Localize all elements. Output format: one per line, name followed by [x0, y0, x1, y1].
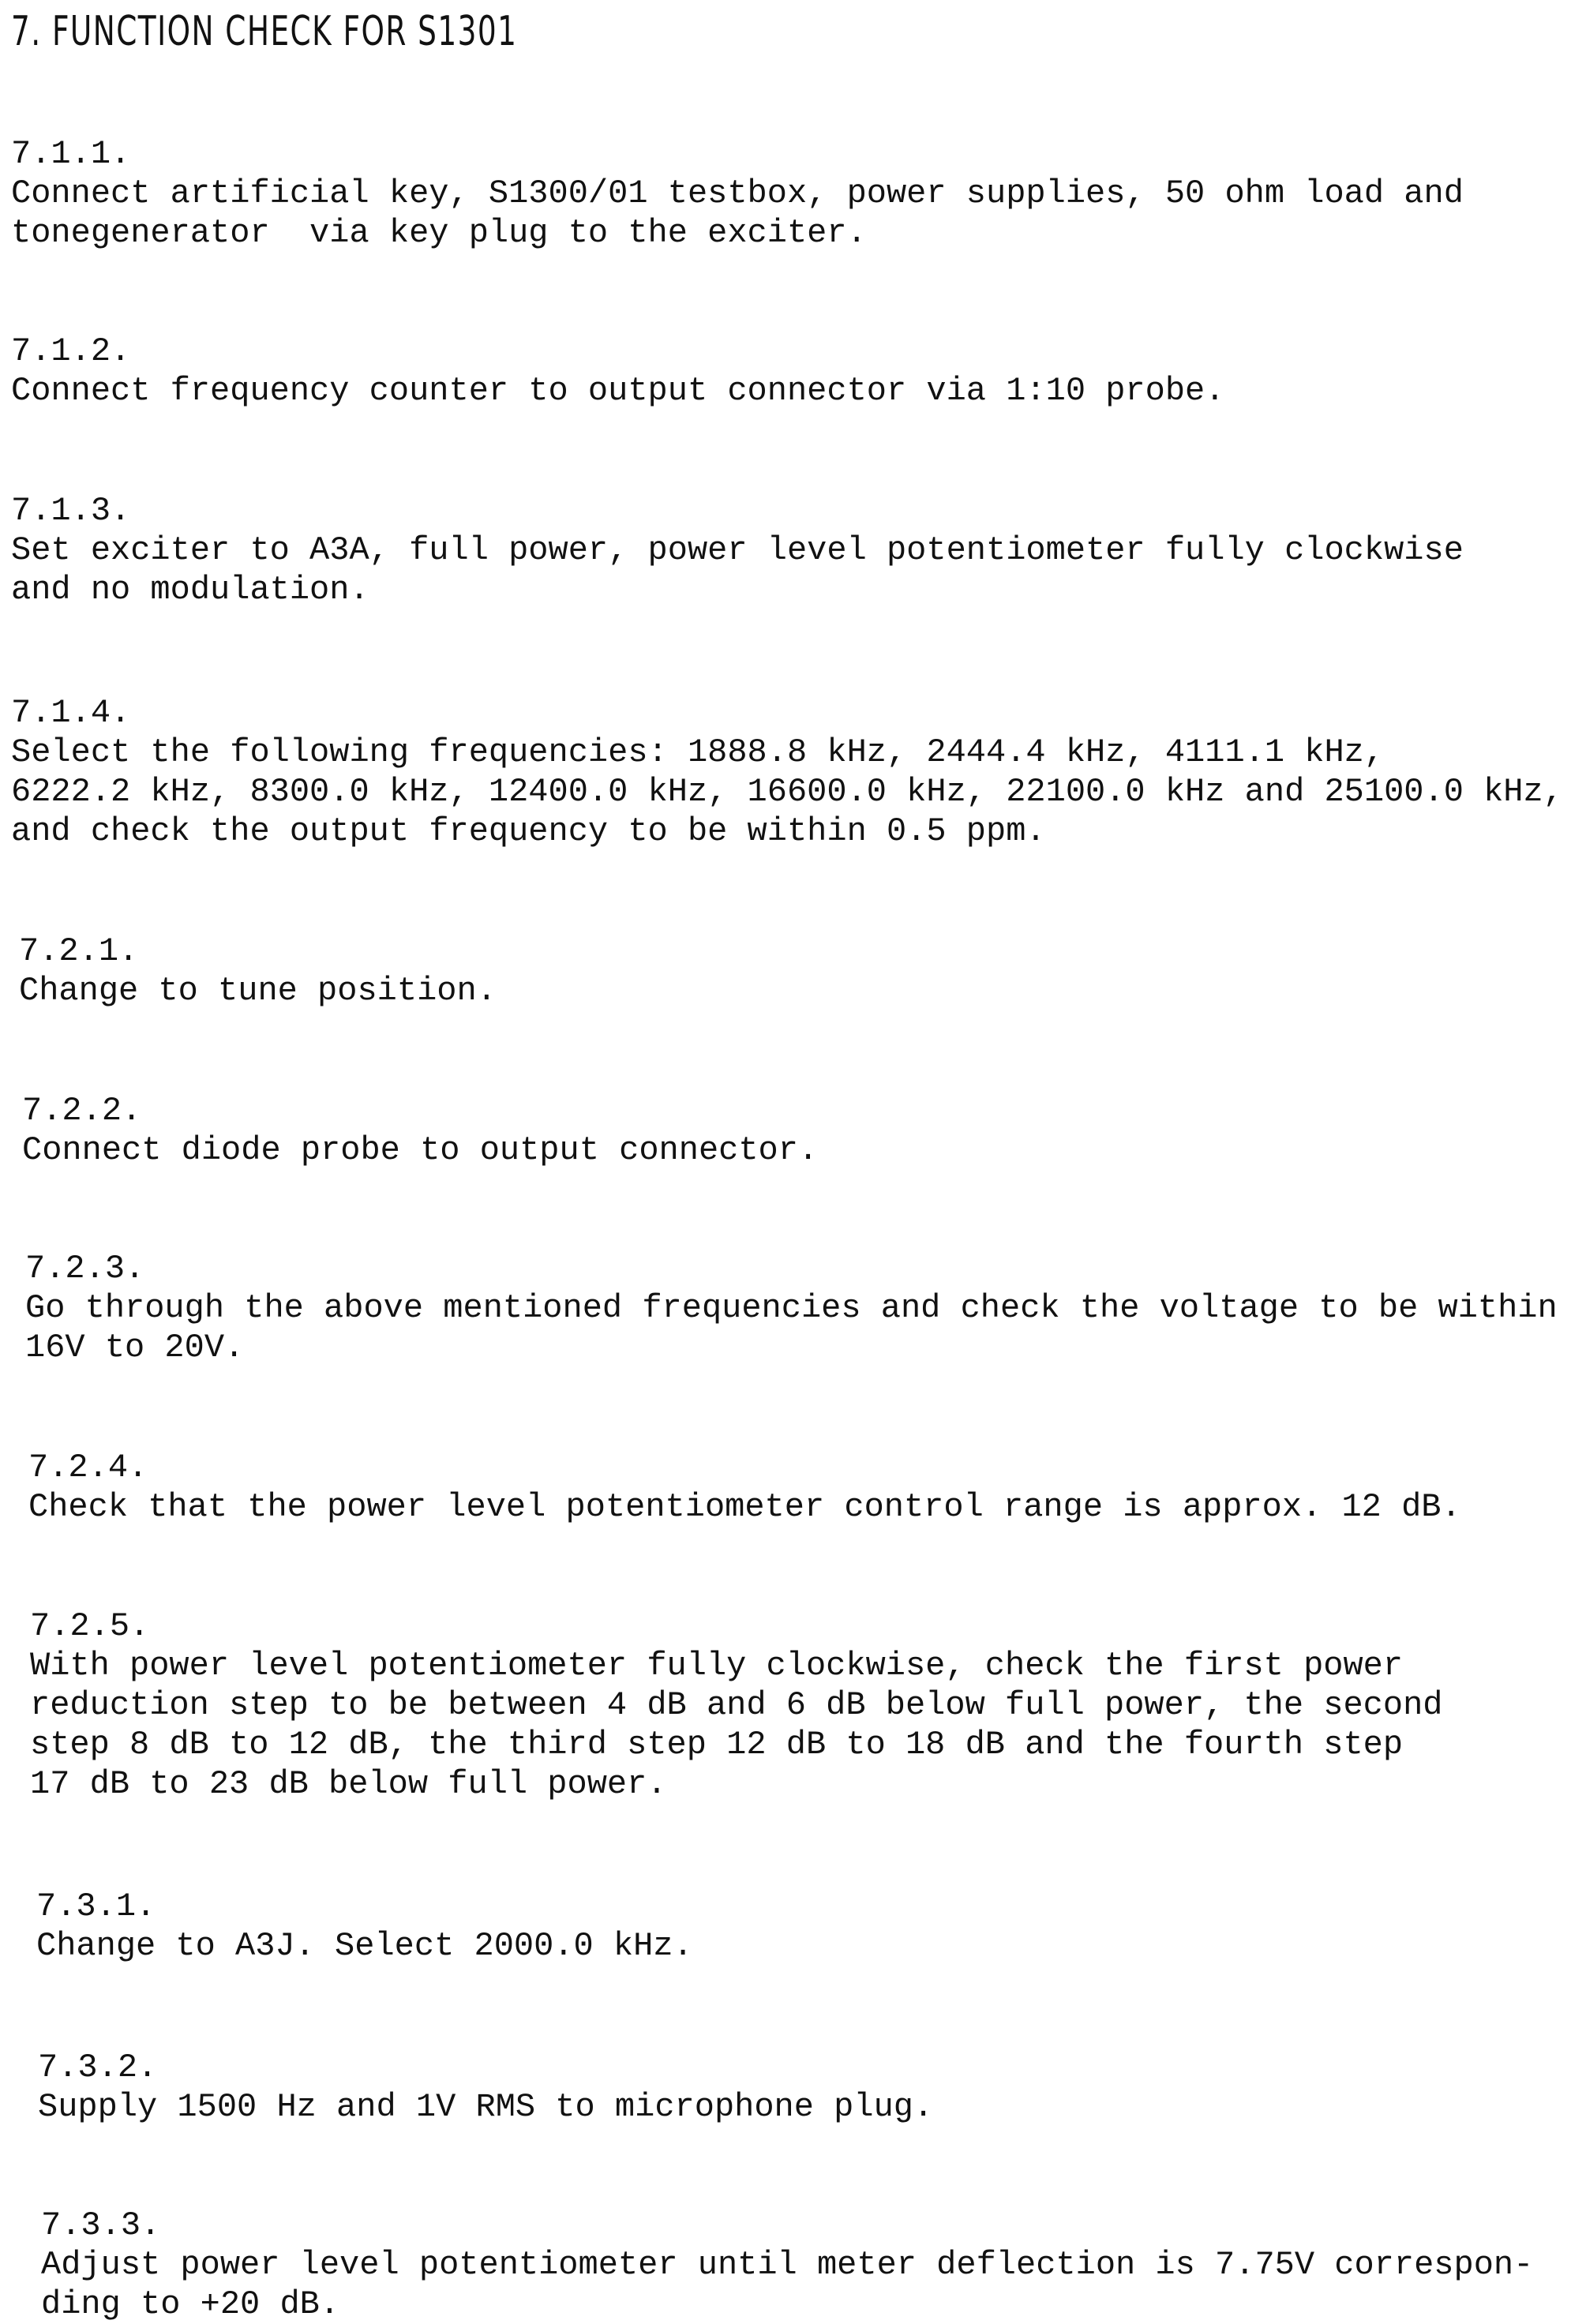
- section-text-line: 6222.2 kHz, 8300.0 kHz, 12400.0 kHz, 16600.0 kHz, 22100.0 kHz and 25100.0 kHz,: [11, 773, 1563, 811]
- section-7-3-1: [36, 1887, 1571, 1966]
- section-number: 7.1.4.: [11, 694, 131, 732]
- section-text-line: reduction step to be between 4 dB and 6 dB below full power, the second: [30, 1686, 1443, 1724]
- section-7-2-2: [22, 1091, 1569, 1170]
- section-7-1-3: [11, 491, 1558, 609]
- section-text-line: Go through the above mentioned frequencies and check the voltage to be within: [25, 1289, 1558, 1327]
- section-text-line: 16V to 20V.: [25, 1329, 245, 1366]
- section-text-line: Supply 1500 Hz and 1V RMS to microphone plug.: [38, 2088, 934, 2126]
- section-text-line: Connect diode probe to output connector.: [22, 1131, 819, 1169]
- section-7-2-3: [25, 1249, 1571, 1367]
- section-number: 7.3.1.: [36, 1887, 156, 1925]
- section-text-line: and check the output frequency to be within 0.5 ppm.: [11, 812, 1046, 850]
- section-text-line: With power level potentiometer fully clockwise, check the first power: [30, 1647, 1404, 1685]
- section-7-2-1: [19, 931, 1566, 1010]
- section-text-line: Connect artificial key, S1300/01 testbox, power supplies, 50 ohm load and: [11, 174, 1464, 212]
- section-7-3-2: [38, 2048, 1571, 2127]
- section-text-line: Check that the power level potentiometer control range is approx. 12 dB.: [28, 1488, 1461, 1526]
- section-text-line: step 8 dB to 12 dB, the third step 12 dB to 18 dB and the fourth step: [30, 1726, 1404, 1764]
- section-number: 7.1.2.: [11, 332, 131, 370]
- section-text-line: Connect frequency counter to output connector via 1:10 probe.: [11, 372, 1225, 410]
- section-number: 7.1.1.: [11, 135, 131, 173]
- section-7-1-1: [11, 134, 1558, 253]
- section-text-line: Change to tune position.: [19, 972, 497, 1010]
- section-text-line: Adjust power level potentiometer until meter deflection is 7.75V correspon-: [41, 2246, 1534, 2284]
- page-title: 7. FUNCTION CHECK FOR S1301: [11, 8, 518, 55]
- section-text-line: Select the following frequencies: 1888.8 kHz, 2444.4 kHz, 4111.1 kHz,: [11, 733, 1385, 771]
- section-7-1-2: [11, 332, 1558, 410]
- section-number: 7.2.5.: [30, 1607, 150, 1645]
- section-text-line: and no modulation.: [11, 571, 369, 609]
- section-number: 7.3.3.: [41, 2206, 161, 2244]
- section-text-line: ding to +20 dB.: [41, 2285, 340, 2323]
- section-7-2-5: [30, 1606, 1571, 1804]
- section-number: 7.3.2.: [38, 2048, 158, 2086]
- section-text-line: tonegenerator via key plug to the exciter.: [11, 214, 867, 252]
- section-number: 7.1.3.: [11, 492, 131, 530]
- section-text-line: 17 dB to 23 dB below full power.: [30, 1765, 667, 1803]
- section-number: 7.2.1.: [19, 932, 139, 970]
- section-7-2-4: [28, 1448, 1571, 1527]
- section-7-1-4: [11, 693, 1563, 851]
- section-number: 7.2.4.: [28, 1449, 148, 1486]
- section-text-line: Change to A3J. Select 2000.0 kHz.: [36, 1927, 693, 1965]
- section-text-line: Set exciter to A3A, full power, power level potentiometer fully clockwise: [11, 531, 1464, 569]
- section-7-3-3: [41, 2206, 1571, 2324]
- section-number: 7.2.3.: [25, 1250, 145, 1288]
- section-number: 7.2.2.: [22, 1092, 142, 1130]
